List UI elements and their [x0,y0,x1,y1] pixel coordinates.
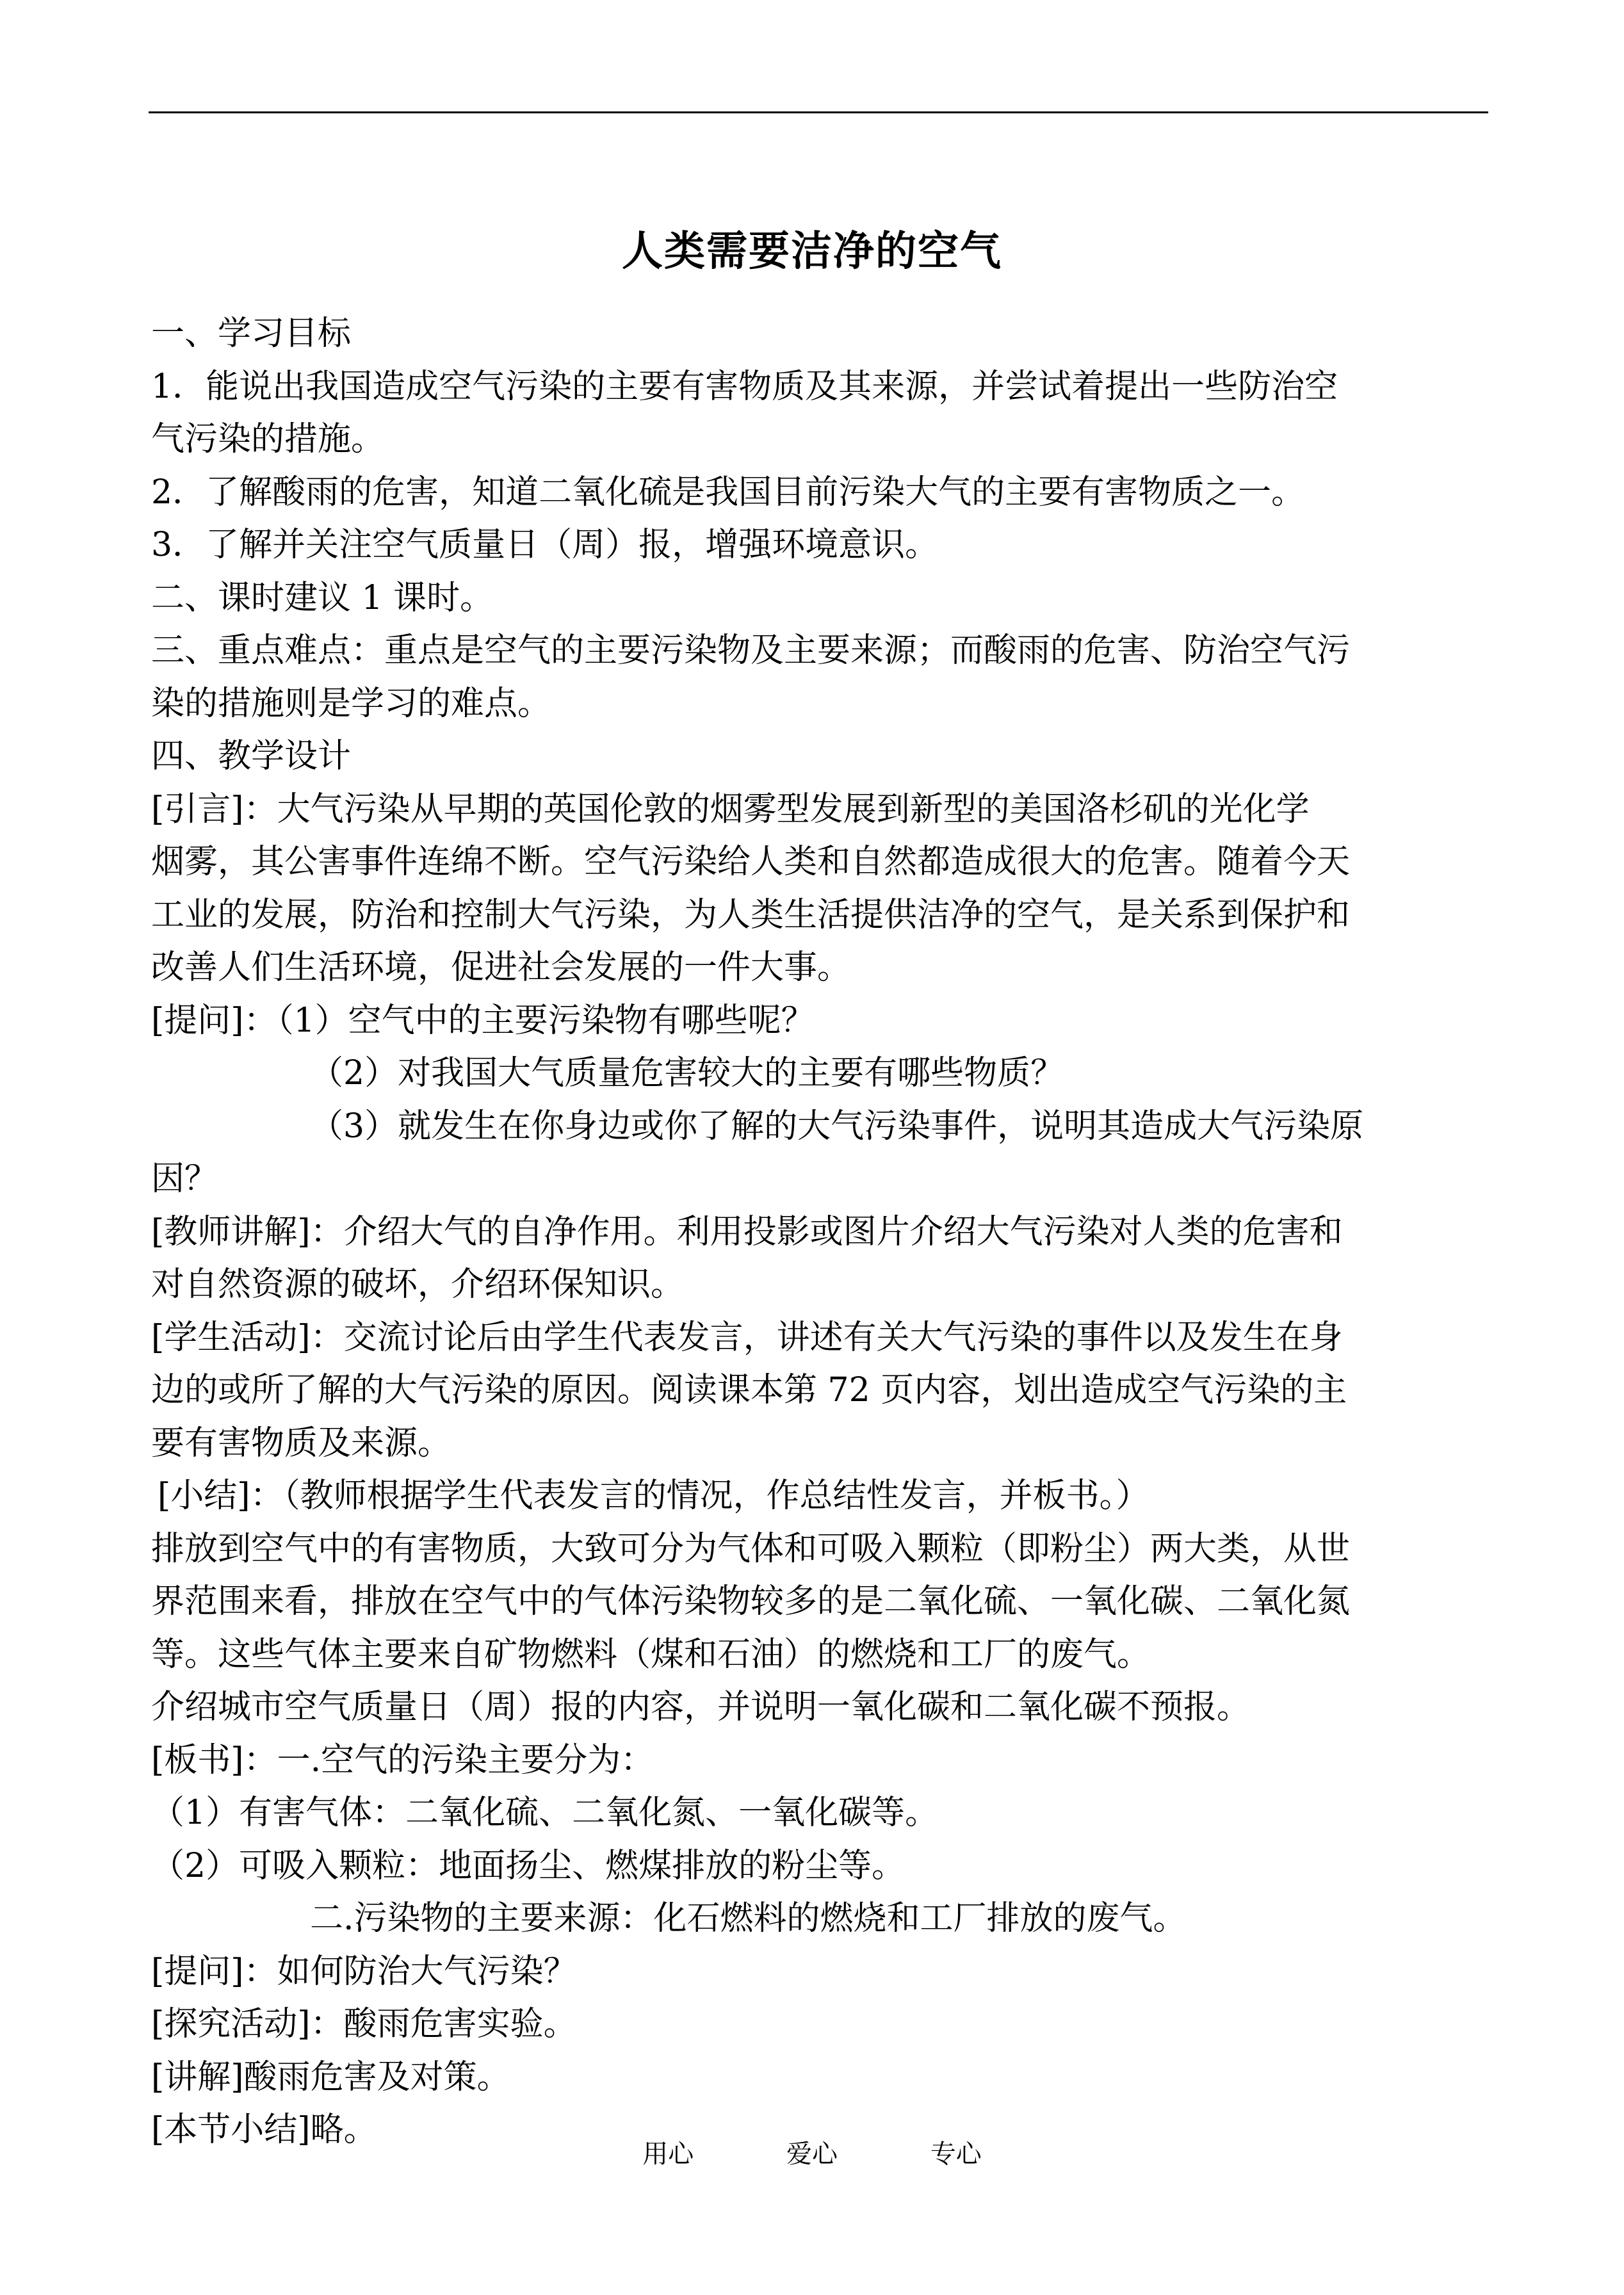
question-line: （3）就发生在你身边或你了解的大气污染事件，说明其造成大气污染原 [310,1107,1364,1146]
section-heading: 一、学习目标 [151,314,352,353]
paragraph-line: 染的措施则是学习的难点。 [151,684,551,723]
paragraph-line: [提问]：如何防治大气污染？ [151,1952,577,1991]
document-body [151,307,1490,2157]
footer-word: 爱心 [786,2139,838,2169]
paragraph-line: 改善人们生活环境，促进社会发展的一件大事。 [151,948,851,987]
paragraph-line: 边的或所了解的大气污染的原因。阅读课本第 72 页内容，划出造成空气污染的主 [151,1371,1347,1409]
paragraph-line: 等。这些气体主要来自矿物燃料（煤和石油）的燃烧和工厂的废气。 [151,1635,1151,1674]
page-footer [0,2136,1624,2172]
paragraph-line: [学生活动]：交流讨论后由学生代表发言，讲述有关大气污染的事件以及发生在身 [151,1318,1343,1357]
section-heading: 二、课时建议 1 课时。 [151,578,494,617]
question-line: （2）对我国大气质量危害较大的主要有哪些物质？ [310,1054,1064,1092]
paragraph-line: [引言]：大气污染从早期的英国伦敦的烟雾型发展到新型的美国洛杉矶的光化学 [151,790,1310,829]
footer-word: 用心 [642,2139,694,2169]
paragraph-line: 介绍城市空气质量日（周）报的内容，并说明一氧化碳和二氧化碳不预报。 [151,1688,1251,1726]
board-line: [板书]：一.空气的污染主要分为： [151,1740,654,1780]
objective-line: 2．了解酸雨的危害，知道二氧化硫是我国目前污染大气的主要有害物质之一。 [151,473,1305,512]
paragraph-line: 对自然资源的破坏，介绍环保知识。 [151,1265,685,1304]
question-line: [提问]：（1）空气中的主要污染物有哪些呢？ [151,1001,815,1040]
paragraph-line: [探究活动]：酸雨危害实验。 [151,2005,577,2043]
section-heading: 四、教学设计 [151,737,352,775]
paragraph-line: [教师讲解]：介绍大气的自净作用。利用投影或图片介绍大气污染对人类的危害和 [151,1212,1343,1251]
paragraph-line: 工业的发展，防治和控制大气污染，为人类生活提供洁净的空气，是关系到保护和 [151,895,1351,934]
paragraph-line: 烟雾，其公害事件连绵不断。空气污染给人类和自然都造成很大的危害。随着今天 [151,843,1351,881]
document-title: 人类需要洁净的空气 [622,227,1002,275]
paragraph-line: 界范围来看，排放在空气中的气体污染物较多的是二氧化硫、一氧化碳、二氧化氮 [151,1582,1351,1621]
header-rule [149,111,1488,113]
paragraph-line: [讲解]酸雨危害及对策。 [151,2057,510,2096]
question-line: 因？ [151,1160,218,1198]
footer-word: 专心 [930,2139,982,2169]
section-heading: 三、重点难点：重点是空气的主要污染物及主要来源；而酸雨的危害、防治空气污 [151,631,1351,670]
objective-line: 气污染的措施。 [151,420,385,458]
board-line: （1）有害气体：二氧化硫、二氧化氮、一氧化碳等。 [151,1794,939,1832]
board-line: 二.污染物的主要来源：化石燃料的燃烧和工厂排放的废气。 [310,1899,1187,1938]
paragraph-line: [本节小结]略。 [151,2111,377,2149]
objective-line: 3．了解并关注空气质量日（周）报，增强环境意识。 [151,526,939,564]
paragraph-line: 要有害物质及来源。 [151,1423,451,1463]
paragraph-line: 排放到空气中的有害物质，大致可分为气体和可吸入颗粒（即粉尘）两大类，从世 [151,1529,1351,1568]
board-line: （2）可吸入颗粒：地面扬尘、燃煤排放的粉尘等。 [151,1846,905,1885]
objective-line: 1．能说出我国造成空气污染的主要有害物质及其来源，并尝试着提出一些防治空 [151,367,1338,406]
summary-line: [小结]：（教师根据学生代表发言的情况，作总结性发言，并板书。） [158,1477,1149,1515]
